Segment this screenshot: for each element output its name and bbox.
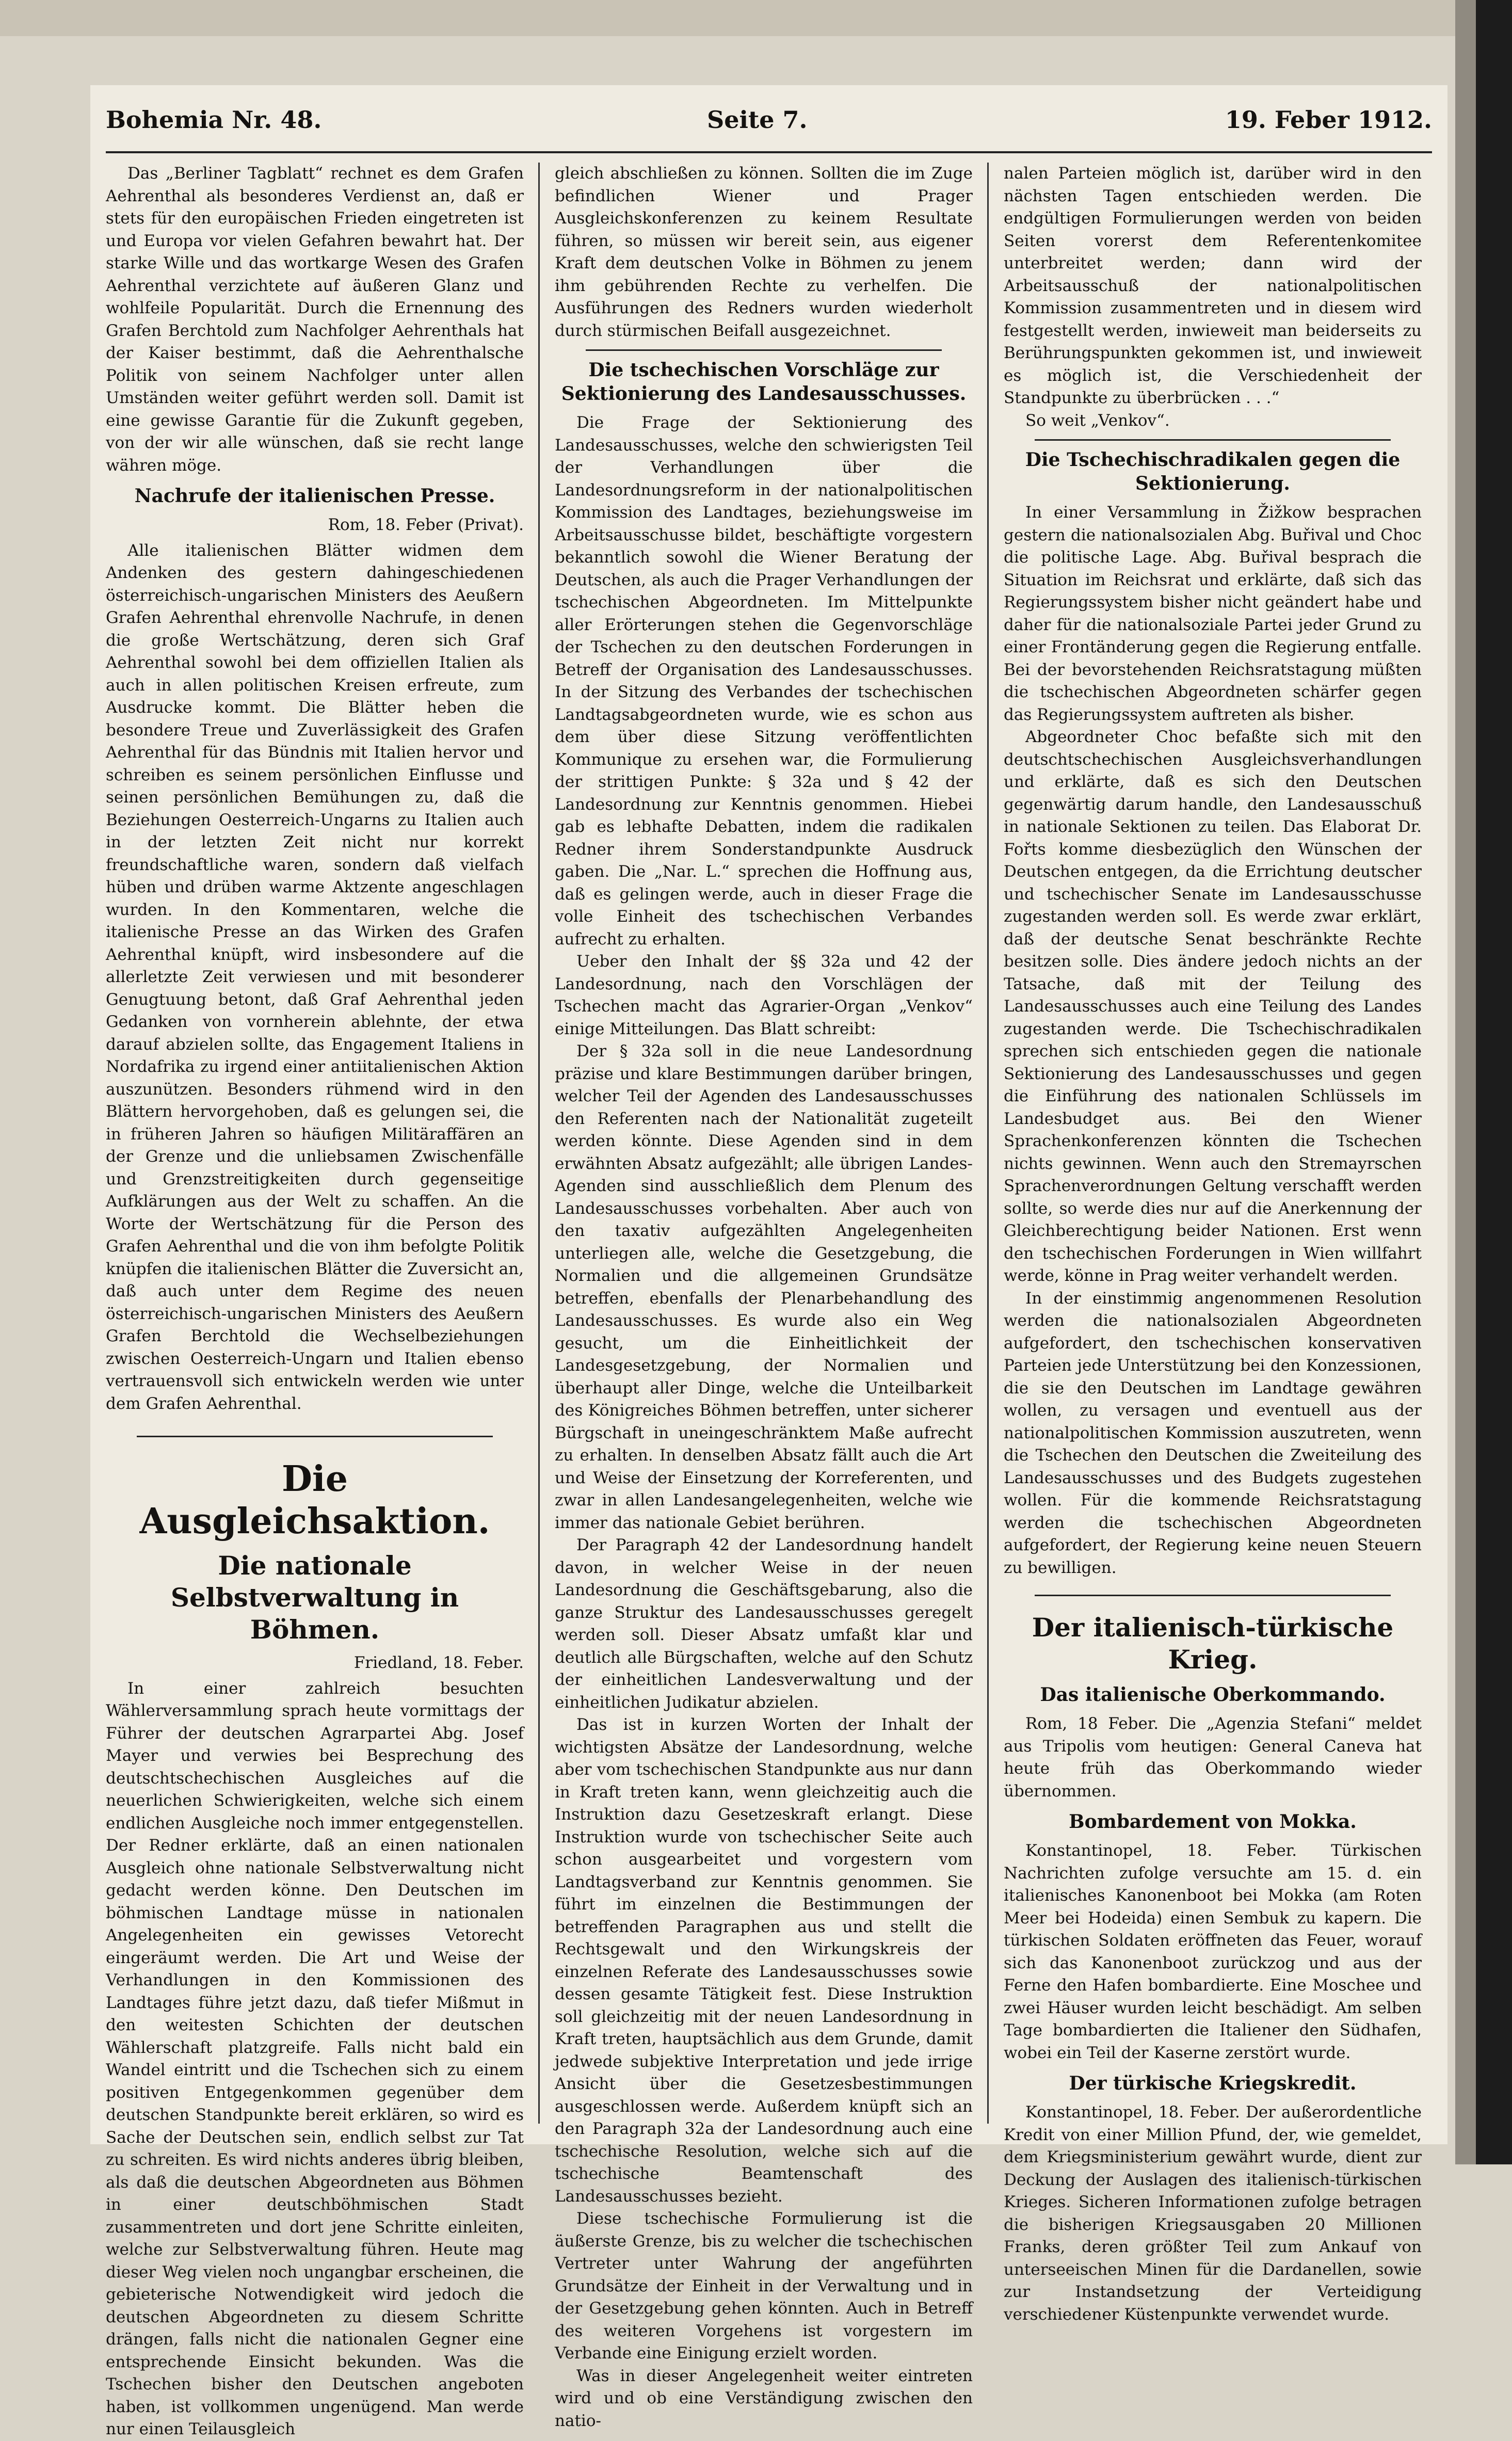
heading-tschechischradikalen: Die Tschechischradikalen gegen die Sektionierung. (1025, 449, 1401, 494)
header-page-number: Seite 7. (707, 106, 808, 134)
header-rule (106, 151, 1432, 153)
article-vorschlaege-p4: Der Paragraph 42 der Landesordnung handelt davon, in welcher Weise in der neuen Landesordnung die Geschäftsgebarung, also die ganze Struktur des Landesausschusses geregelt werden soll. Dieser Absatz umfaßt klar und deutlich alle Bürgschaften, welche auf den Schutz der einheitlichen Landesverwaltung und der einheitlichen Judikatur abzielen. (555, 1536, 973, 1712)
column-1 (106, 163, 524, 2438)
newspaper-page (90, 85, 1447, 2438)
dateline-rom: Rom, 18. Feber (Privat). (328, 516, 524, 534)
scan-border-right (1476, 0, 1512, 2164)
article-radikalen-p3: In der einstimmig angenommenen Resolution werden die nationalsozialen Abgeordneten aufgefordert, den tschechischen konservativen Parteien jede Unterstützung bei den Konzessionen, die sie den Deutschen im Landtage gewähren wollen, zu versagen und eventuell aus der nationalpolitischen Kommission auszutreten, wenn die Tschechen den Deutschen die Zweiteilung des Landesausschusses und des Budgets zugestehen wollen. Für die kommende Reichsratstagung werden die tschechischen Abgeordneten aufgefordert, der Regierung keine neuen Steuern zu bewilligen. (1004, 1289, 1422, 1577)
heading-italienisch-tuerkischer-krieg: Der italienisch-türkische Krieg. (1032, 1612, 1394, 1675)
article-oberkommando-body: Rom, 18 Feber. Die „Agenzia Stefani“ meldet aus Tripolis vom heutigen: General Caneva hat heute früh das Oberkommando wieder übernommen. (1004, 1714, 1422, 1801)
article-mokka-body: Konstantinopel, 18. Feber. Türkischen Nachrichten zufolge versuchte am 15. d. ein italienisches Kanonenboot bei Mokka (am Roten Meer bei Hodeida) einen Sembuk zu kapern. Die türkischen Soldaten eröffneten das Feuer, worauf sich das Kanonenboot zurückzog und aus der Ferne den Hafen bombardierte. Eine Moschee und zwei Häuser wurden leicht beschädigt. Am selben Tage bombardierten die Italiener den Südhafen, wobei ein Teil der Kaserne zerstört wurde. (1004, 1841, 1422, 2062)
article-selbstverwaltung-continued: gleich abschließen zu können. Sollten die im Zuge befindlichen Wiener und Prager Ausgleichskonferenzen zu keinem Resultate führen, so müssen wir bereit sein, aus eigener Kraft dem deutschen Volke in Böhmen zu jenem ihm gebührenden Rechte zu verhelfen. Die Ausführungen des Redners wurden wiederholt durch stürmischen Beifall ausgezeichnet. (555, 164, 973, 340)
heading-tschechische-vorschlaege: Die tschechischen Vorschläge zur Sektionierung des Landesausschusses. (561, 359, 967, 405)
page-header (106, 106, 1432, 147)
section-divider (137, 1436, 493, 1437)
article-vorschlaege-p2: Ueber den Inhalt der §§ 32a und 42 der Landesordnung, nach den Vorschlägen der Tschechen macht das Agrarier-Organ „Venkov“ einige Mitteilungen. Das Blatt schreibt: (555, 952, 973, 1038)
scan-border-right-grey (1455, 0, 1476, 2164)
article-vorschlaege-source: So weit „Venkov“. (1025, 411, 1170, 430)
heading-kriegskredit: Der türkische Kriegskredit. (1069, 2073, 1357, 2094)
article-radikalen-p1: In einer Versammlung in Žižkow besprachen gestern die nationalsozialen Abg. Buřival und Choc die politische Lage. Abg. Buřival besprach die Situation im Reichsrat und erklärte, daß sich das Regierungssystem bisher nicht geändert habe und daher für die nationalsoziale Partei jeder Grund zu einer Frontänderung gegen die Regierung entfalle. Bei der bevorstehenden Reichsratstagung müßten die tschechischen Abgeordneten schärfer gegen das Regierungssystem auftreten als bisher. (1004, 503, 1422, 724)
heading-oberkommando: Das italienische Oberkommando. (1040, 1684, 1386, 1706)
heading-mokka: Bombardement von Mokka. (1069, 1811, 1357, 1833)
dateline-friedland: Friedland, 18. Feber. (353, 1653, 524, 1672)
article-radikalen-p2: Abgeordneter Choc befaßte sich mit den deutschtschechischen Ausgleichsverhandlungen und erklärte, daß es sich den Deutschen gegenwärtig darum handle, den Landesausschuß in nationale Sektionen zu teilen. Das Elaborat Dr. Fořts komme diesbezüglich den Wünschen der Deutschen entgegen, da die Errichtung deutscher und tschechischer Senate im Landesausschusse zugestanden werden soll. Es werde zwar erklärt, daß der deutsche Senat beschränkte Rechte besitzen solle. Dies ändere jedoch nichts an der Tatsache, daß mit der Teilung des Landesausschusses auch eine Teilung des Landes zugestanden werde. Die Tschechischradikalen sprechen sich entschieden gegen die nationale Sektionierung des Landesausschusses und gegen die Einführung des nationalen Schlüssels im Landesbudget aus. Bei den Wiener Sprachenkonferenzen könnten die Tschechen nichts gewinnen. Wenn auch den Stremayrschen Sprachenverordnungen Geltung verschafft werden sollte, so werde dies nur auf die Anerkennung der Gleichberechtigung beider Nationen. Erst wenn den tschechischen Forderungen in Wien willfahrt werde, könne in Prag weiter verhandelt werden. (1004, 728, 1422, 1285)
section-divider (1035, 439, 1391, 441)
column-2 (555, 163, 973, 2430)
article-tagblatt-paragraph: Das „Berliner Tagblatt“ rechnet es dem Grafen Aehrenthal als besonderes Verdienst an, daß er stets für den europäischen Frieden eingetreten ist und Europa vor vielen Gefahren bewahrt hat. Der starke Wille und das wortkarge Wesen des Grafen Aehrenthal verzichtete auf äußeren Glanz und wohlfeile Popularität. Durch die Ernennung des Grafen Berchtold zum Nachfolger Aehrenthals hat der Kaiser bestimmt, daß die Aehrenthalsche Politik von seinem Nachfolger unter allen Umständen weiter geführt werden soll. Damit ist eine gewisse Garantie für die Zukunft gegeben, von der wir alle wünschen, daß sie recht lange währen möge. (106, 164, 524, 475)
article-vorschlaege-p7: Was in dieser Angelegenheit weiter eintreten wird und ob eine Verständigung zwischen den natio- (555, 2366, 973, 2430)
heading-nachrufe: Nachrufe der italienischen Presse. (134, 485, 495, 507)
article-vorschlaege-p6: Diese tschechische Formulierung ist die äußerste Grenze, bis zu welcher die tschechischen Vertreter unter Wahrung der angeführten Grundsätze der Einheit in der Verwaltung und in der Gesetzgebung gehen könnten. Auch in Betreff des weiteren Vorgehens ist vorgestern im Verbande eine Einigung erzielt worden. (555, 2209, 973, 2363)
article-selbstverwaltung-body: In einer zahlreich besuchten Wählerversammlung sprach heute vormittags der Führer der deutschen Agrarpartei Abg. Josef Mayer und verwies bei Besprechung des deutschtschechischen Ausgleiches auf die neuerlichen Schwierigkeiten, welche sich einem endlichen Ausgleiche noch immer entgegenstellen. Der Redner erklärte, daß an einen nationalen Ausgleich ohne nationale Selbstverwaltung nicht gedacht werden könne. Den Deutschen im böhmischen Landtage müsse in nationalen Angelegenheiten ein gewisses Vetorecht eingeräumt werden. Die Art und Weise der Verhandlungen in den Kommissionen des Landtages führe jetzt dazu, daß tiefer Mißmut in den weitesten Schichten der deutschen Wählerschaft platzgreife. Falls nicht bald ein Wandel eintritt und die Tschechen sich zu einem positiven Entgegenkommen gegenüber dem deutschen Standpunkte bereit erklären, so wird es Sache der Deutschen sein, endlich selbst zur Tat zu schreiten. Es wird nichts anderes übrig bleiben, als daß die deutschen Abgeordneten aus Böhmen in einer deutschböhmischen Stadt zusammentreten und dort jene Schritte einleiten, welche zur Selbstverwaltung führen. Heute mag dieser Weg vielen noch ungangbar erscheinen, die gebieterische Notwendigkeit wird jedoch die deutschen Abgeordneten zu diesem Schritte drängen, falls nicht die nationalen Gegner eine entsprechende Einsicht bekunden. Was die Tschechen bisher den Deutschen angeboten haben, ist vollkommen ungenügend. Man werde nur einen Teilausgleich (106, 1679, 524, 2438)
scan-border-top (0, 0, 1512, 36)
header-date: 19. Feber 1912. (1225, 106, 1432, 134)
column-rule-2 (987, 163, 989, 2124)
article-nachrufe-body: Alle italienischen Blätter widmen dem Andenken des gestern dahingeschiedenen österreichisch-ungarischen Ministers des Aeußern Grafen Aehrenthal ehrenvolle Nachrufe, in denen die große Wertschätzung, deren sich Graf Aehrenthal sowohl bei dem offiziellen Italien als auch in allen politischen Kreisen erfreute, zum Ausdrucke kommt. Die Blätter heben die besondere Treue und Zuverlässigkeit des Grafen Aehrenthal für das Bündnis mit Italien hervor und schreiben es seinem persönlichen Einflusse und seinen persönlichen Bemühungen zu, daß die Beziehungen Oesterreich-Ungarns zu Italien auch in der letzten Zeit nicht nur korrekt freundschaftliche waren, sondern daß vielfach hüben und drüben warme Aktzente angeschlagen wurden. In den Kommentaren, welche die italienische Presse an das Wirken des Grafen Aehrenthal knüpft, wird insbesondere auf die allerletzte Zeit verwiesen und mit besonderer Genugtuung betont, daß Graf Aehrenthal jeden Gedanken von vornherein ablehnte, der etwa darauf abzielen sollte, das Engagement Italiens in Nordafrika zu irgend einer antiitalienischen Aktion auszunützen. Besonders rühmend wird in den Blättern hervorgehoben, daß es gelungen sei, die in früheren Jahren so häufigen Militäraffären an der Grenze und die unliebsamen Zwischenfälle und Grenzstreitigkeiten durch gegenseitige Aufklärungen aus der Welt zu schaffen. An die Worte der Wertschätzung für die Person des Grafen Aehrenthal und die von ihm befolgte Politik knüpfen die italienischen Blätter die Zuversicht an, daß auch unter dem Regime des neuen österreichisch-ungarischen Ministers des Aeußern Grafen Berchtold die Wechselbeziehungen zwischen Oesterreich-Ungarn und Italien ebenso vertrauensvoll sich entwickeln werden wie unter dem Grafen Aehrenthal. (106, 541, 524, 1413)
article-vorschlaege-continued: nalen Parteien möglich ist, darüber wird in den nächsten Tagen entschieden werden. Die endgültigen Formulierungen werden von beiden Seiten vorerst dem Referentenkomitee unterbreitet werden; dann wird der Arbeitsausschuß der nationalpolitischen Kommission zusammentreten und in diesem wird festgestellt werden, inwieweit man beiderseits zu Berührungspunkten gekommen ist, und inwieweit es möglich ist, die Verschiedenheit der Standpunkte zu überbrücken . . .“ (1004, 164, 1422, 407)
section-divider (586, 349, 942, 351)
section-divider (1035, 1595, 1391, 1596)
article-vorschlaege-p5: Das ist in kurzen Worten der Inhalt der wichtigsten Absätze der Landesordnung, welche aber vom tschechischen Standpunkte aus nur dann in Kraft treten kann, wenn gleichzeitig auch die Instruktion dazu Gesetzeskraft erlangt. Diese Instruktion wurde von tschechischer Seite auch schon ausgearbeitet und vorgestern vom Landtagsverband zur Kenntnis genommen. Sie führt im einzelnen die Bestimmungen der betreffenden Paragraphen aus und stellt die Rechtsgewalt und den Wirkungskreis der einzelnen Referate des Landesausschusses sowie dessen gesamte Tätigkeit fest. Diese Instruktion soll gleichzeitig mit der neuen Landesordnung in Kraft treten, hauptsächlich aus dem Grunde, damit jedwede subjektive Interpretation und jede irrige Ansicht über die Gesetzesbestimmungen ausgeschlossen werde. Außerdem knüpft sich an den Paragraph 32a der Landesordnung auch eine tschechische Resolution, welche sich auf die tschechische Beamtenschaft des Landesausschusses bezieht. (555, 1715, 973, 2206)
heading-ausgleichsaktion: Die Ausgleichsaktion. (139, 1458, 490, 1542)
article-kriegskredit-body: Konstantinopel, 18. Feber. Der außerordentliche Kredit von einer Million Pfund, der, wie gemeldet, dem Kriegsministerium gewährt wurde, dient zur Deckung der Auslagen des italienisch-türkischen Krieges. Sicheren Informationen zufolge betragen die bisherigen Kriegsausgaben 20 Millionen Franks, deren größter Teil zum Ankauf von unterseeischen Minen für die Dardanellen, sowie zur Instandsetzung der Verteidigung verschiedener Küstenpunkte verwendet wurde. (1004, 2103, 1422, 2324)
heading-selbstverwaltung: Die nationale Selbstverwaltung in Böhmen. (170, 1550, 459, 1645)
article-vorschlaege-p3: Der § 32a soll in die neue Landesordnung präzise und klare Bestimmungen darüber bringen, welcher Teil der Agenden des Landesausschusses den Referenten nach der Nationalität zugeteilt werden könnte. Diese Agenden sind in dem erwähnten Absatz aufgezählt; alle übrigen Landes-Agenden sind ausschließlich dem Plenum des Landesausschusses vorbehalten. Aber auch von den taxativ aufgezählten Angelegenheiten unterliegen alle, welche die Gesetzgebung, die Normalien und die allgemeinen Grundsätze betreffen, ebenfalls der Plenarbehandlung des Landesausschusses. Es wurde also ein Weg gesucht, um die Einheitlichkeit der Landesgesetzgebung, der Normalien und überhaupt aller Dinge, welche die Unteilbarkeit des Königreiches Böhmen betreffen, unter sicherer Bürgschaft in uneingeschränktem Maße aufrecht zu erhalten. In denselben Absatz fällt auch die Art und Weise der Einsetzung der Korreferenten, und zwar in allen Landesangelegenheiten, welche wie immer das nationale Gebiet berühren. (555, 1042, 973, 1532)
header-publication: Bohemia Nr. 48. (106, 106, 322, 134)
article-vorschlaege-p1: Die Frage der Sektionierung des Landesausschusses, welche den schwierigsten Teil der Verhandlungen über die Landesordnungsreform in der nationalpolitischen Kommission des Landtages, beziehungsweise im Arbeitsausschusse bildet, beschäftigte vorgestern bekanntlich sowohl die Wiener Beratung der Deutschen, als auch die Prager Verhandlungen der tschechischen Abgeordneten. Im Mittelpunkte aller Erörterungen stehen die Gegenvorschläge der Tschechen zu den deutschen Forderungen in Betreff der Organisation des Landesausschusses. In der Sitzung des Verbandes der tschechischen Landtagsabgeordneten wurde, wie es schon aus dem über diese Sitzung veröffentlichten Kommunique zu ersehen war, die Formulierung der strittigen Punkte: § 32a und § 42 der Landesordnung zur Kenntnis genommen. Hiebei gab es lebhafte Debatten, indem die radikalen Redner ihrem Sonderstandpunkte Ausdruck gaben. Die „Nar. L.“ sprechen die Hoffnung aus, daß es gelingen werde, auch in dieser Frage die volle Einheit des tschechischen Verbandes aufrecht zu erhalten. (555, 413, 973, 949)
column-rule-1 (538, 163, 540, 2124)
column-3 (1004, 163, 1422, 2324)
